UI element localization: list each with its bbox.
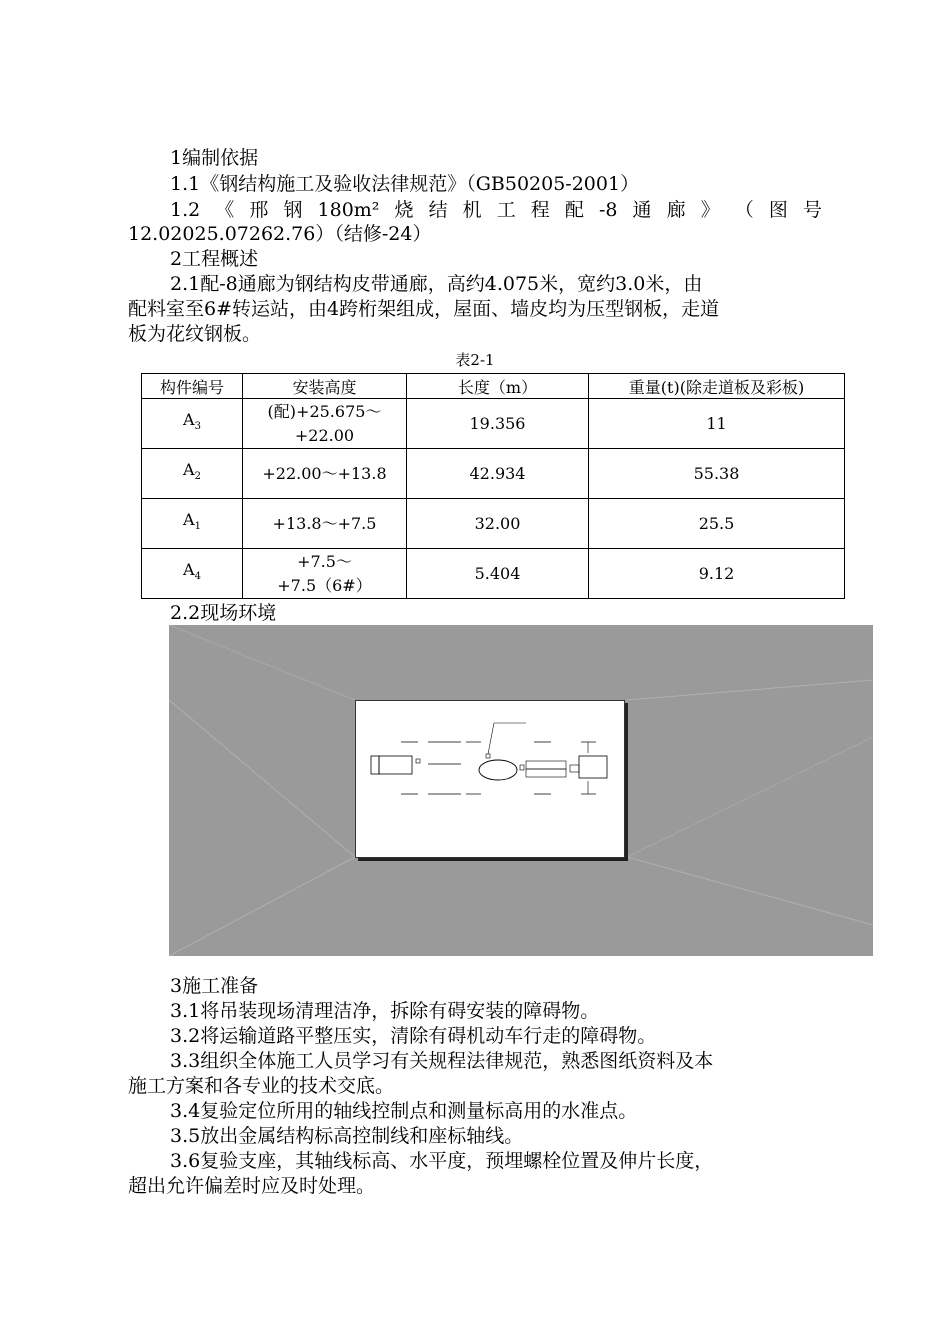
cell-weight: 55.38 bbox=[589, 449, 845, 499]
section-3-6-line-1: 3.6复验支座，其轴线标高、水平度，预埋螺栓位置及伸片长度， bbox=[170, 1150, 714, 1172]
section-1-2-part: 程 bbox=[530, 199, 550, 221]
section-3-title: 3施工准备 bbox=[170, 975, 259, 997]
section-1-2-part: -8 bbox=[598, 199, 618, 221]
install-height-line-2: +7.5（6#） bbox=[277, 575, 372, 595]
install-height-line-2: +22.00 bbox=[294, 425, 355, 445]
cell-component-id bbox=[142, 449, 243, 499]
section-2-title: 2工程概述 bbox=[170, 248, 259, 270]
component-id-base: A bbox=[183, 509, 195, 529]
section-3-1: 3.1将吊装现场清理洁净，拆除有碍安装的障碍物。 bbox=[170, 1000, 600, 1022]
cell-weight: 9.12 bbox=[589, 549, 845, 599]
cell-weight: 11 bbox=[589, 399, 845, 449]
site-layout-drawing bbox=[355, 700, 625, 858]
cell-install-height bbox=[243, 549, 407, 599]
cell-component-id bbox=[142, 399, 243, 449]
cell-length: 19.356 bbox=[407, 399, 589, 449]
section-3-5: 3.5放出金属结构标高控制线和座标轴线。 bbox=[170, 1125, 524, 1147]
section-3-6-line-2: 超出允许偏差时应及时处理。 bbox=[128, 1175, 376, 1197]
header-install-height: 安装高度 bbox=[243, 374, 407, 399]
section-1-2-part: 1.2 bbox=[170, 199, 201, 221]
section-3-3-line-2: 施工方案和各专业的技术交底。 bbox=[128, 1075, 395, 1097]
component-table bbox=[141, 373, 845, 599]
section-1-2-part: 邢 bbox=[249, 199, 269, 221]
component-id-base: A bbox=[183, 409, 195, 429]
section-1-2-part: 机 bbox=[462, 199, 482, 221]
cell-length: 32.00 bbox=[407, 499, 589, 549]
component-id-base: A bbox=[183, 459, 195, 479]
section-1-2-part: 《 bbox=[215, 199, 235, 221]
section-1-2-part: 钢 bbox=[283, 199, 303, 221]
section-1-2-part: 配 bbox=[564, 199, 584, 221]
section-3-2: 3.2将运输道路平整压实，清除有碍机动车行走的障碍物。 bbox=[170, 1025, 657, 1047]
table-row bbox=[142, 549, 845, 599]
table-row bbox=[142, 499, 845, 549]
install-height-line-1: +7.5～ bbox=[297, 551, 352, 571]
section-1-2-part: 廊 bbox=[666, 199, 686, 221]
section-2-1-line-2: 配料室至6#转运站，由4跨桁架组成，屋面、墙皮均为压型钢板，走道 bbox=[128, 298, 720, 320]
section-1-2-part: 号 bbox=[802, 199, 822, 221]
component-id-subscript: 4 bbox=[194, 571, 201, 583]
cell-install-height bbox=[243, 449, 407, 499]
section-1-2-part: 180m² bbox=[317, 199, 380, 221]
header-length: 长度（m） bbox=[407, 374, 589, 399]
table-row bbox=[142, 449, 845, 499]
section-1-2-continued: 12.02025.07262.76）（结修-24） bbox=[128, 223, 432, 245]
site-environment-image bbox=[169, 625, 873, 956]
section-1-2-part: （ bbox=[734, 199, 754, 221]
section-3-4: 3.4复验定位所用的轴线控制点和测量标高用的水准点。 bbox=[170, 1100, 638, 1122]
section-1-2 bbox=[170, 198, 822, 223]
install-height-line-1: +13.8～+7.5 bbox=[272, 513, 377, 533]
header-weight: 重量(t)(除走道板及彩板) bbox=[589, 374, 845, 399]
component-id-subscript: 2 bbox=[194, 471, 201, 483]
section-1-2-part: 结 bbox=[428, 199, 448, 221]
cell-component-id bbox=[142, 549, 243, 599]
component-id-subscript: 3 bbox=[194, 421, 201, 433]
section-2-2-title: 2.2现场环境 bbox=[170, 602, 277, 624]
install-height-line-1: (配)+25.675～ bbox=[267, 401, 382, 421]
table-row bbox=[142, 399, 845, 449]
section-1-1: 1.1《钢结构施工及验收法律规范》（GB50205-2001） bbox=[170, 173, 640, 195]
table-caption: 表2-1 bbox=[455, 351, 495, 369]
cell-component-id bbox=[142, 499, 243, 549]
section-2-1-line-1: 2.1配-8通廊为钢结构皮带通廊，高约4.075米，宽约3.0米，由 bbox=[170, 273, 703, 295]
install-height-line-1: +22.00～+13.8 bbox=[262, 463, 387, 483]
cell-length: 42.934 bbox=[407, 449, 589, 499]
section-1-2-part: 通 bbox=[632, 199, 652, 221]
layout-sketch bbox=[356, 701, 624, 857]
section-1-title: 1编制依据 bbox=[170, 147, 259, 169]
cell-install-height bbox=[243, 399, 407, 449]
component-id-subscript: 1 bbox=[194, 521, 201, 533]
cell-install-height bbox=[243, 499, 407, 549]
table-header-row bbox=[142, 374, 845, 399]
cell-weight: 25.5 bbox=[589, 499, 845, 549]
section-1-2-part: 图 bbox=[768, 199, 788, 221]
section-1-2-part: 》 bbox=[700, 199, 720, 221]
section-1-2-part: 烧 bbox=[394, 199, 414, 221]
section-2-1-line-3: 板为花纹钢板。 bbox=[128, 323, 262, 345]
section-3-3-line-1: 3.3组织全体施工人员学习有关规程法律规范，熟悉图纸资料及本 bbox=[170, 1050, 714, 1072]
cell-length: 5.404 bbox=[407, 549, 589, 599]
component-id-base: A bbox=[183, 559, 195, 579]
header-component-id: 构件编号 bbox=[142, 374, 243, 399]
section-1-2-part: 工 bbox=[496, 199, 516, 221]
